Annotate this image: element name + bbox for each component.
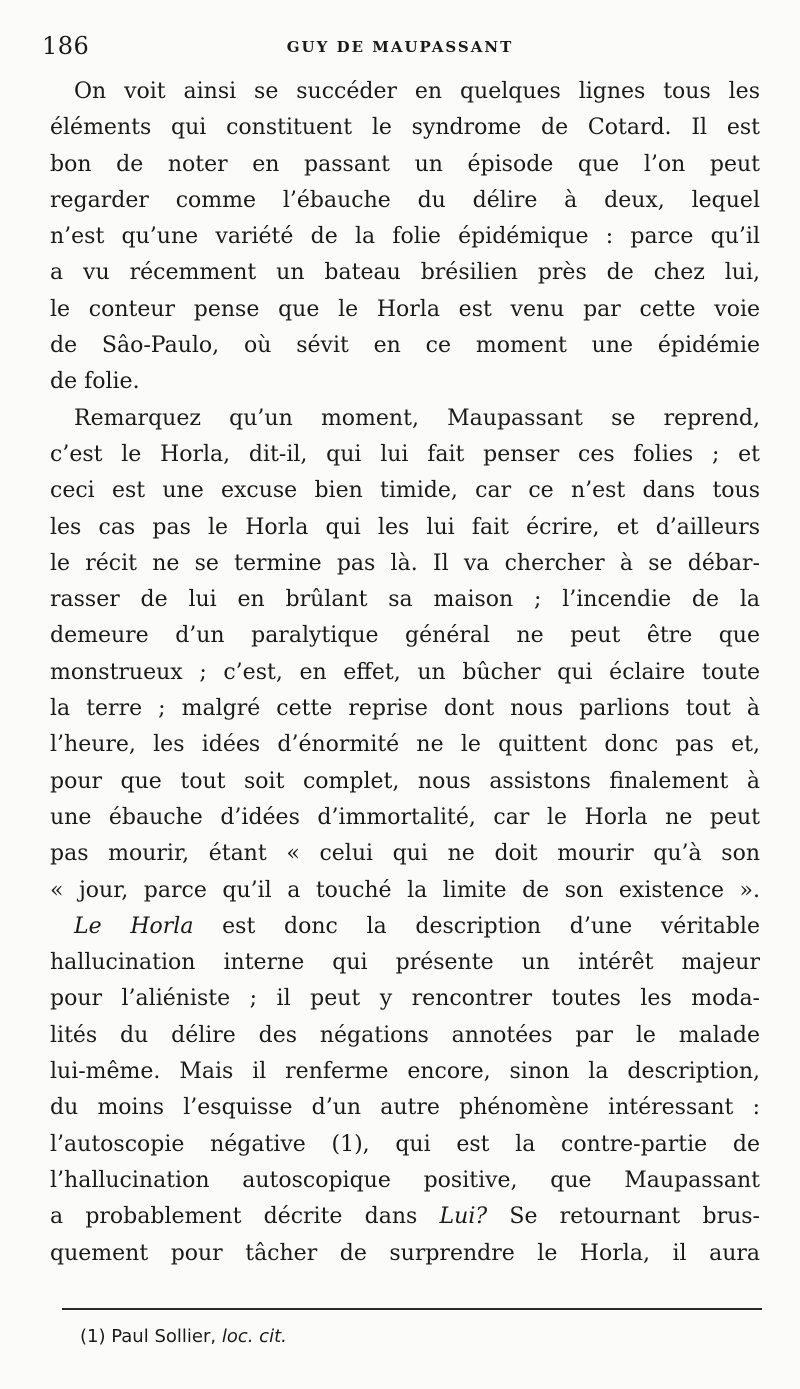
italic-title: Le Horla <box>74 913 194 939</box>
text-line <box>50 981 760 1017</box>
line-text: le récit ne se termine pas là. Il va chercher à se débar- <box>50 550 760 576</box>
line-text: pour que tout soit complet, nous assistons finalement à <box>50 768 760 794</box>
line-text: bon de noter en passant un épisode que l’on peut <box>50 151 760 177</box>
text-line <box>50 1236 760 1272</box>
italic-title: Lui? <box>439 1204 488 1230</box>
line-text: de Sâo-Paulo, où sévit en ce moment une épidémie <box>50 333 760 359</box>
text-line <box>50 401 760 437</box>
line-text: n’est qu’une variété de la folie épidémique : parce qu’il <box>50 224 760 250</box>
line-text: éléments qui constituent le syndrome de Cotard. Il est <box>50 115 760 141</box>
line-text-tail: Se retournant brus- <box>487 1204 760 1230</box>
line-text: du moins l’esquisse d’un autre phénomène intéressant : <box>50 1095 760 1121</box>
body-text <box>50 74 760 1272</box>
line-text: a probablement décrite dans <box>50 1204 440 1230</box>
text-line <box>50 328 760 364</box>
text-line <box>50 147 760 183</box>
text-line <box>50 945 760 981</box>
text-line <box>50 1054 760 1090</box>
text-line <box>50 727 760 763</box>
text-line <box>50 219 760 255</box>
line-text: On voit ainsi se succéder en quelques lignes tous les <box>74 79 760 104</box>
footnote-source: loc. cit. <box>221 1326 287 1347</box>
text-line <box>50 1090 760 1126</box>
line-text: l’heure, les idées d’énormité ne le quittent donc pas et, <box>50 732 760 758</box>
text-line <box>50 1127 760 1163</box>
line-text: lités du délire des négations annotées par le malade <box>50 1022 760 1048</box>
text-line <box>50 655 760 691</box>
line-text: les cas pas le Horla qui les lui fait écrire, et d’ailleurs <box>50 514 760 540</box>
line-text: lui-même. Mais il renferme encore, sinon la description, <box>50 1059 760 1085</box>
text-line <box>50 510 760 546</box>
text-line <box>50 1018 760 1054</box>
line-text: quement pour tâcher de surprendre le Horla, il aura <box>50 1240 760 1266</box>
line-text: Remarquez qu’un moment, Maupassant se reprend, <box>74 405 760 431</box>
text-line <box>50 74 760 110</box>
line-text: le conteur pense que le Horla est venu par cette voie <box>50 296 760 322</box>
text-line <box>50 764 760 800</box>
text-line <box>50 800 760 836</box>
text-line <box>50 546 760 582</box>
text-line <box>50 691 760 727</box>
line-text: monstrueux ; c’est, en effet, un bûcher qui éclaire toute <box>50 659 760 685</box>
line-text: demeure d’un paralytique général ne peut être que <box>50 623 760 649</box>
line-text: de folie. <box>50 369 140 395</box>
line-text: regarder comme l’ébauche du délire à deux, lequel <box>50 187 760 213</box>
line-text: l’autoscopie négative (1), qui est la contre-partie de <box>50 1131 760 1157</box>
page-header <box>42 32 758 62</box>
text-line <box>50 364 760 400</box>
footnote <box>80 1326 287 1347</box>
text-line <box>50 618 760 654</box>
text-line <box>50 255 760 291</box>
text-line <box>50 909 760 945</box>
running-head: GUY DE MAUPASSANT <box>286 38 514 56</box>
line-text: une ébauche d’idées d’immortalité, car le Horla ne peut <box>50 804 760 830</box>
text-line <box>50 292 760 328</box>
line-text: est donc la description d’une véritable <box>193 913 760 939</box>
footnote-rule <box>62 1308 762 1310</box>
line-text: « jour, parce qu’il a touché la limite de son existence ». <box>50 877 760 903</box>
footnote-marker: (1) <box>80 1326 106 1347</box>
text-line <box>50 437 760 473</box>
line-text: ceci est une excuse bien timide, car ce n’est dans tous <box>50 478 760 504</box>
footnote-author: Paul Sollier, <box>111 1326 217 1347</box>
line-text: pour l’aliéniste ; il peut y rencontrer toutes les moda- <box>50 986 760 1012</box>
text-line <box>50 873 760 909</box>
line-text: hallucination interne qui présente un intérêt majeur <box>50 950 760 976</box>
line-text: la terre ; malgré cette reprise dont nous parlions tout à <box>50 696 760 722</box>
line-text: c’est le Horla, dit-il, qui lui fait penser ces folies ; et <box>50 441 760 467</box>
text-line <box>50 582 760 618</box>
text-line <box>50 110 760 146</box>
page-number: 186 <box>42 32 90 60</box>
line-text: a vu récemment un bateau brésilien près de chez lui, <box>50 260 760 286</box>
text-line <box>50 1163 760 1199</box>
text-line <box>50 183 760 219</box>
line-text: l’hallucination autoscopique positive, que Maupassant <box>50 1167 760 1193</box>
line-text: rasser de lui en brûlant sa maison ; l’incendie de la <box>50 587 760 613</box>
text-line <box>50 1199 760 1235</box>
text-line <box>50 836 760 872</box>
line-text: pas mourir, étant « celui qui ne doit mourir qu’à son <box>50 841 760 867</box>
text-line <box>50 473 760 509</box>
